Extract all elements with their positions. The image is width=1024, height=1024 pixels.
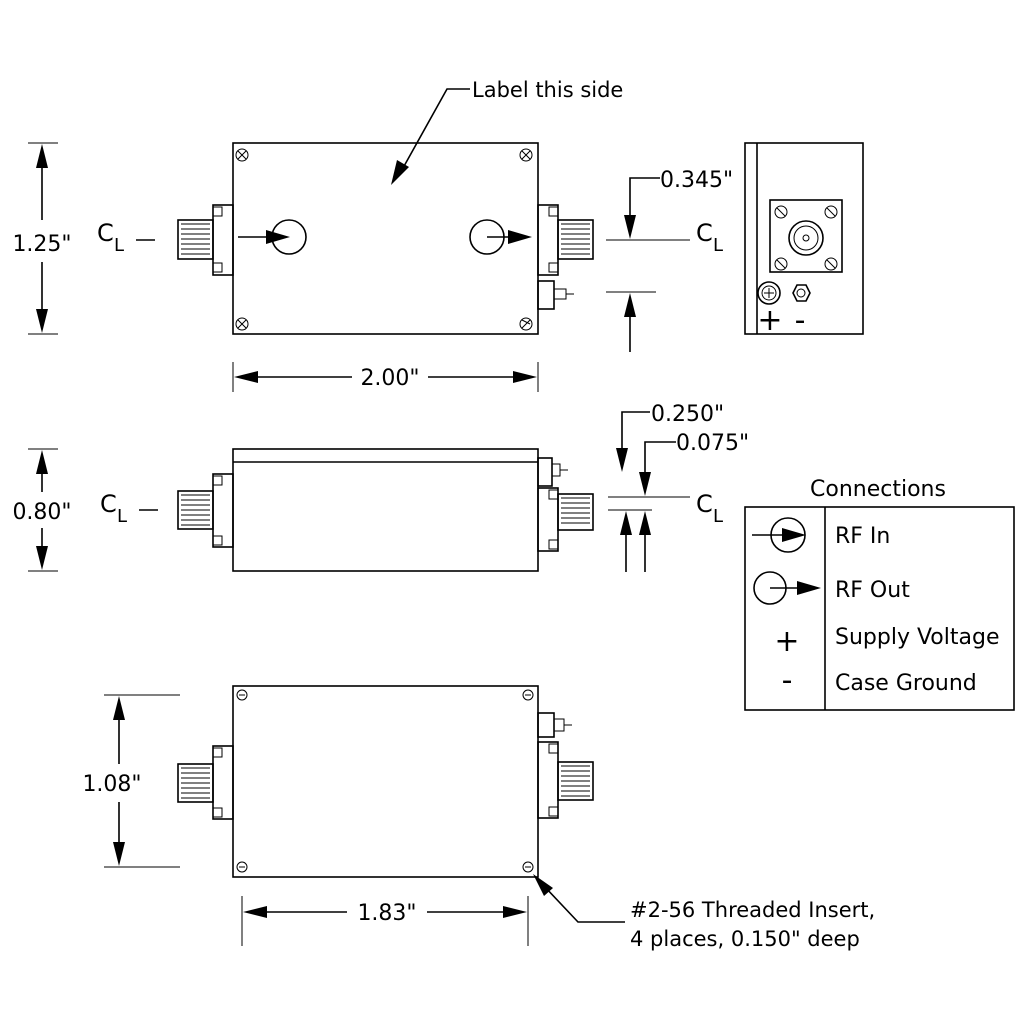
svg-text:L: L [713, 235, 724, 256]
bottom-view-left-connector [178, 746, 233, 819]
bottom-width-label: 1.83" [357, 901, 417, 926]
end-view-rf-flange [770, 200, 842, 272]
svg-text:L: L [114, 235, 125, 256]
side-view [12, 402, 749, 572]
legend-row-supply-label: Supply Voltage [835, 625, 1000, 650]
side-offset-centerline-marker [696, 490, 723, 527]
legend-rf-in-symbol [752, 518, 806, 552]
top-offset-label: 0.345" [660, 168, 734, 193]
side-view-left-connector [178, 474, 233, 547]
side-offset-a-label: 0.250" [651, 402, 725, 427]
threaded-insert-leader [533, 874, 625, 922]
svg-text:L: L [117, 506, 128, 527]
side-view-centerline-marker [100, 490, 158, 527]
svg-text:C: C [696, 490, 713, 518]
bottom-view-threaded-inserts [237, 690, 533, 872]
svg-text:C: C [696, 219, 713, 247]
top-view-supply-pins [538, 281, 574, 309]
top-view-left-connector [178, 205, 233, 275]
bottom-height-label: 1.08" [82, 772, 142, 797]
legend-title: Connections [810, 477, 946, 502]
legend-rf-out-symbol [754, 572, 821, 604]
end-view-plus-label: + [757, 303, 783, 338]
legend-row-rf-in-label: RF In [835, 524, 891, 549]
label-this-side-leader [391, 89, 470, 185]
end-view-minus-label: - [794, 303, 806, 338]
top-height-label: 1.25" [12, 232, 72, 257]
end-view [745, 143, 863, 338]
top-offset-centerline-marker [696, 219, 723, 256]
side-height-label: 0.80" [12, 500, 72, 525]
top-view-right-connector [538, 205, 593, 275]
top-width-label: 2.00" [360, 366, 420, 391]
top-view-rf-in-symbol [238, 220, 306, 254]
end-view-supply-terminals [758, 282, 810, 304]
side-view-supply-pins [538, 458, 568, 486]
legend-plus-symbol: + [774, 624, 800, 659]
bottom-view [82, 686, 875, 951]
svg-text:C: C [100, 490, 117, 518]
threaded-insert-note-line2: 4 places, 0.150" deep [630, 927, 860, 951]
top-view [12, 78, 733, 392]
svg-text:L: L [713, 506, 724, 527]
bottom-view-right-connector [538, 742, 593, 818]
legend-minus-symbol: - [781, 663, 793, 698]
label-this-side-note: Label this side [472, 78, 624, 102]
top-view-rf-out-symbol [470, 220, 532, 254]
threaded-insert-note-line1: #2-56 Threaded Insert, [630, 898, 876, 922]
legend-row-ground-label: Case Ground [835, 671, 977, 696]
legend-row-rf-out-label: RF Out [835, 578, 910, 603]
side-view-right-connector [538, 488, 593, 551]
top-offset-dimension [606, 178, 690, 352]
side-offset-b-label: 0.075" [676, 431, 750, 456]
svg-text:C: C [97, 219, 114, 247]
bottom-view-supply-pins [538, 713, 572, 737]
top-view-centerline-marker [97, 219, 155, 256]
